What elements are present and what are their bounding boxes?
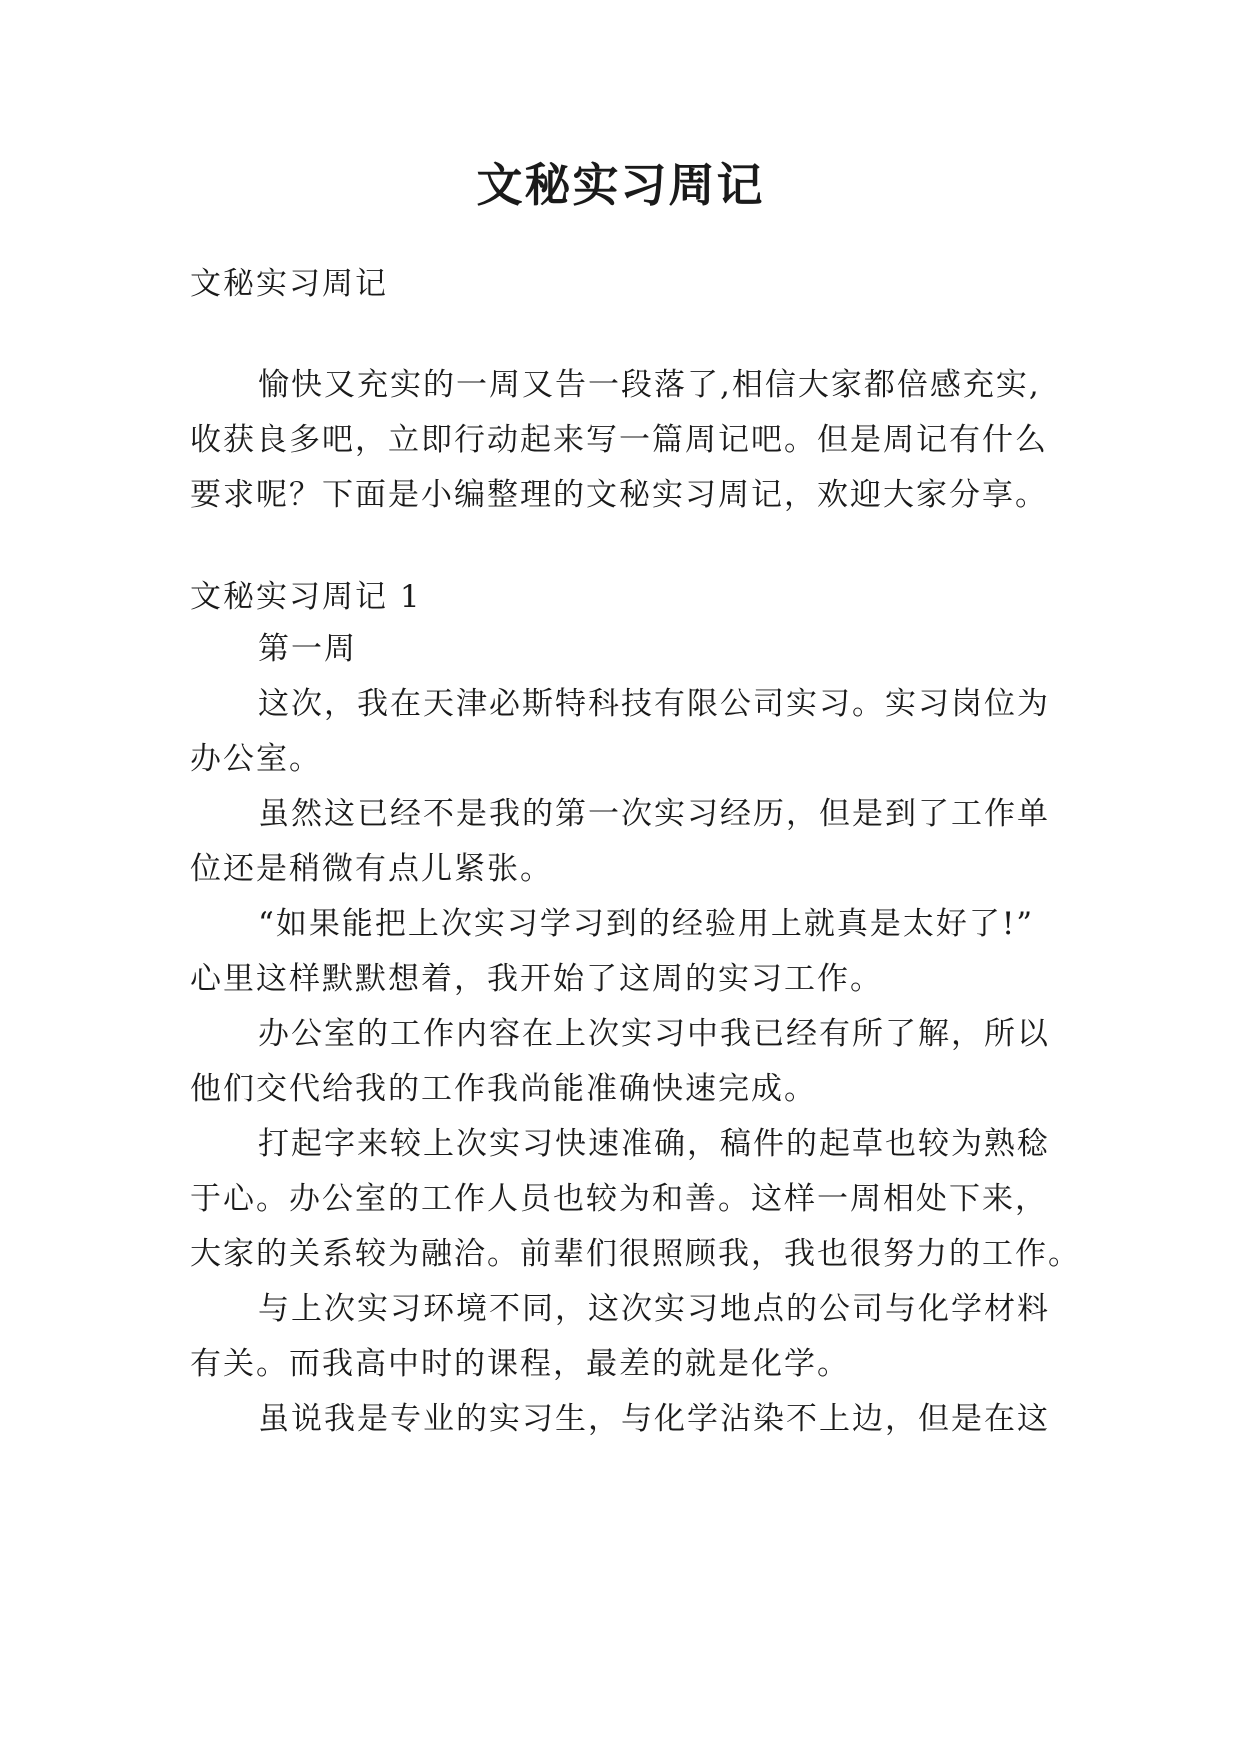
body-line: 这次，我在天津必斯特科技有限公司实习。实习岗位为 (258, 686, 1050, 722)
document-subtitle: 文秘实习周记 (190, 266, 388, 302)
body-line: “如果能把上次实习学习到的经验用上就真是太好了!” (258, 906, 1035, 942)
body-line: 办公室。 (190, 741, 322, 777)
intro-line: 要求呢？下面是小编整理的文秘实习周记，欢迎大家分享。 (190, 477, 1048, 513)
section-heading: 文秘实习周记 1 (190, 579, 422, 615)
body-line: 心里这样默默想着，我开始了这周的实习工作。 (190, 961, 883, 997)
intro-line: 愉快又充实的一周又告一段落了,相信大家都倍感充实, (258, 367, 1041, 403)
body-line: 虽说我是专业的实习生，与化学沾染不上边，但是在这 (258, 1401, 1050, 1437)
body-line: 于心。办公室的工作人员也较为和善。这样一周相处下来， (190, 1181, 1048, 1217)
body-line: 大家的关系较为融洽。前辈们很照顾我，我也很努力的工作。 (190, 1236, 1081, 1272)
body-line: 办公室的工作内容在上次实习中我已经有所了解，所以 (258, 1016, 1050, 1052)
body-line: 有关。而我高中时的课程，最差的就是化学。 (190, 1346, 850, 1382)
document-title: 文秘实习周记 (476, 158, 765, 212)
body-line: 虽然这已经不是我的第一次实习经历，但是到了工作单 (258, 796, 1050, 832)
intro-line: 收获良多吧，立即行动起来写一篇周记吧。但是周记有什么 (190, 422, 1048, 458)
body-line: 他们交代给我的工作我尚能准确快速完成。 (190, 1071, 817, 1107)
body-line: 打起字来较上次实习快速准确，稿件的起草也较为熟稔 (258, 1126, 1050, 1162)
body-line: 位还是稍微有点儿紧张。 (190, 851, 553, 887)
week-label: 第一周 (258, 631, 357, 667)
body-line: 与上次实习环境不同，这次实习地点的公司与化学材料 (258, 1291, 1050, 1327)
